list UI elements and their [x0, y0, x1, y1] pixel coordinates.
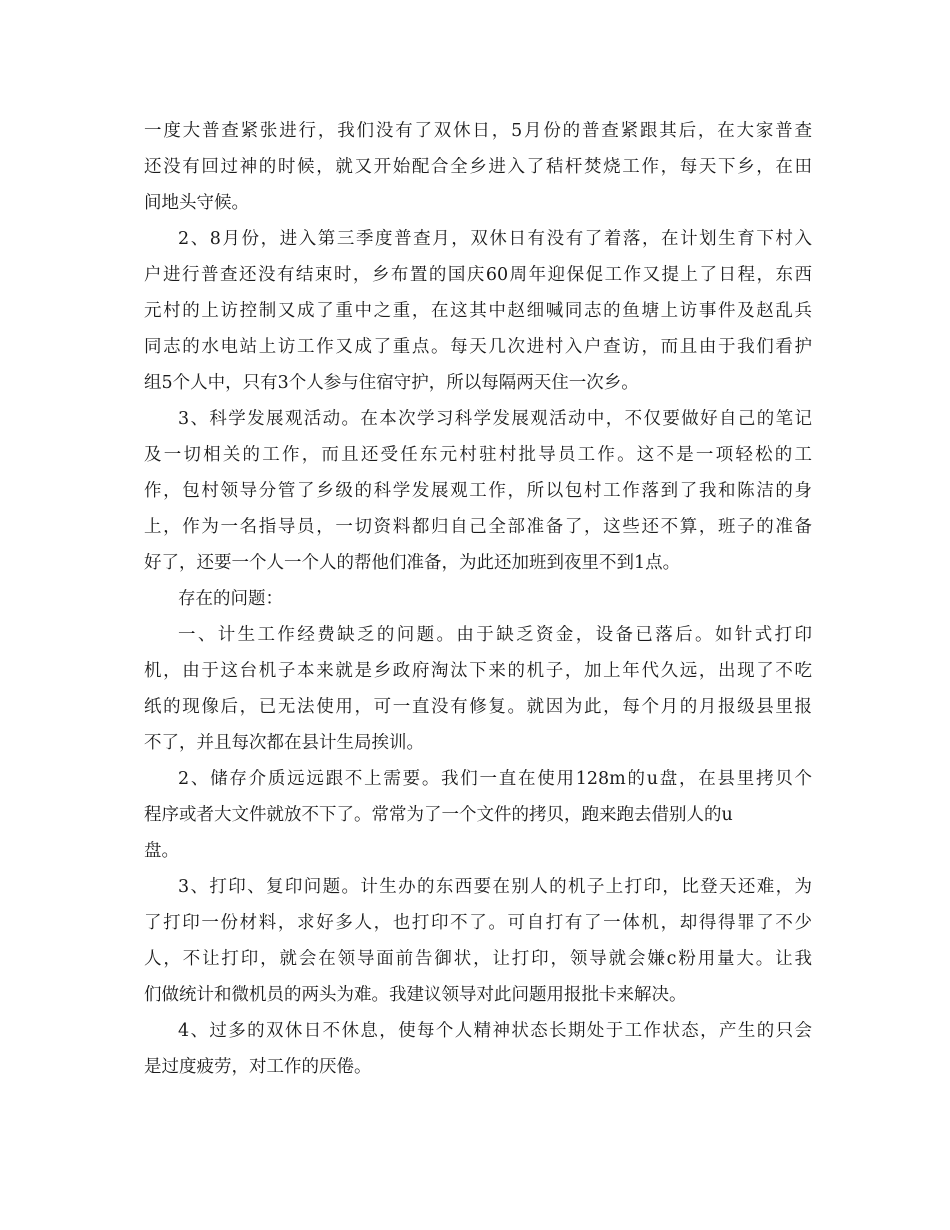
text-line: 程序或者大文件就放不下了。常常为了一个文件的拷贝，跑来跑去借别人的u [144, 805, 733, 825]
text-line: 及一切相关的工作，而且还受任东元村驻村批导员工作。这不是一项轻松的工 [144, 445, 812, 465]
text-line: 3、科学发展观活动。在本次学习科学发展观活动中，不仅要做好自己的笔记 [178, 409, 812, 429]
paragraph [144, 113, 812, 221]
text-line: 元村的上访控制又成了重中之重，在这其中赵细喊同志的鱼塘上访事件及赵乱兵 [144, 301, 812, 321]
text-line: 还没有回过神的时候，就又开始配合全乡进入了秸杆焚烧工作，每天下乡，在田 [144, 157, 812, 177]
text-line: 不了，并且每次都在县计生局挨训。 [144, 733, 424, 753]
paragraph [144, 401, 812, 581]
text-line: 们做统计和微机员的两头为难。我建议领导对此问题用报批卡来解决。 [144, 985, 687, 1005]
text-line: 2、8月份，进入第三季度普查月，双休日有没有了着落，在计划生育下村入 [178, 229, 812, 249]
text-line: 一、计生工作经费缺乏的问题。由于缺乏资金，设备已落后。如针式打印 [178, 625, 812, 645]
text-line: 间地头守候。 [144, 193, 249, 213]
text-line: 户进行普查还没有结束时，乡布置的国庆60周年迎保促工作又提上了日程，东西 [144, 265, 812, 285]
text-line: 3、打印、复印问题。计生办的东西要在别人的机子上打印，比登天还难，为 [178, 877, 812, 897]
text-line: 上，作为一名指导员，一切资料都归自己全部准备了，这些还不算，班子的准备 [144, 517, 812, 537]
paragraph [144, 869, 812, 1013]
document-body [144, 113, 812, 1085]
text-line: 了打印一份材料，求好多人，也打印不了。可自打有了一体机，却得得罪了不少 [144, 913, 812, 933]
text-line: 存在的问题： [178, 589, 283, 609]
text-line: 纸的现像后，已无法使用，可一直没有修复。就因为此，每个月的月报级县里报 [144, 697, 812, 717]
text-line: 是过度疲劳，对工作的厌倦。 [144, 1057, 372, 1077]
paragraph [144, 761, 812, 869]
text-line: 好了，还要一个人一个人的帮他们准备，为此还加班到夜里不到1点。 [144, 553, 681, 573]
text-line: 4、过多的双休日不休息，使每个人精神状态长期处于工作状态，产生的只会 [178, 1021, 812, 1041]
paragraph [144, 1013, 812, 1085]
text-line: 同志的水电站上访工作又成了重点。每天几次进村入户查访，而且由于我们看护 [144, 337, 812, 357]
paragraph [144, 221, 812, 401]
section-heading [144, 581, 812, 617]
text-line: 组5个人中，只有3个人参与住宿守护，所以每隔两天住一次乡。 [144, 373, 639, 393]
text-line: 一度大普查紧张进行，我们没有了双休日，5月份的普查紧跟其后，在大家普查 [144, 121, 812, 141]
text-line: 作，包村领导分管了乡级的科学发展观工作，所以包村工作落到了我和陈洁的身 [144, 481, 812, 501]
text-line: 盘。 [144, 841, 179, 861]
text-line: 机，由于这台机子本来就是乡政府淘汰下来的机子，加上年代久远，出现了不吃 [144, 661, 812, 681]
text-line: 2、储存介质远远跟不上需要。我们一直在使用128m的u盘，在县里拷贝个 [178, 769, 812, 789]
paragraph [144, 617, 812, 761]
text-line: 人，不让打印，就会在领导面前告御状，让打印，领导就会嫌c粉用量大。让我 [144, 949, 812, 969]
